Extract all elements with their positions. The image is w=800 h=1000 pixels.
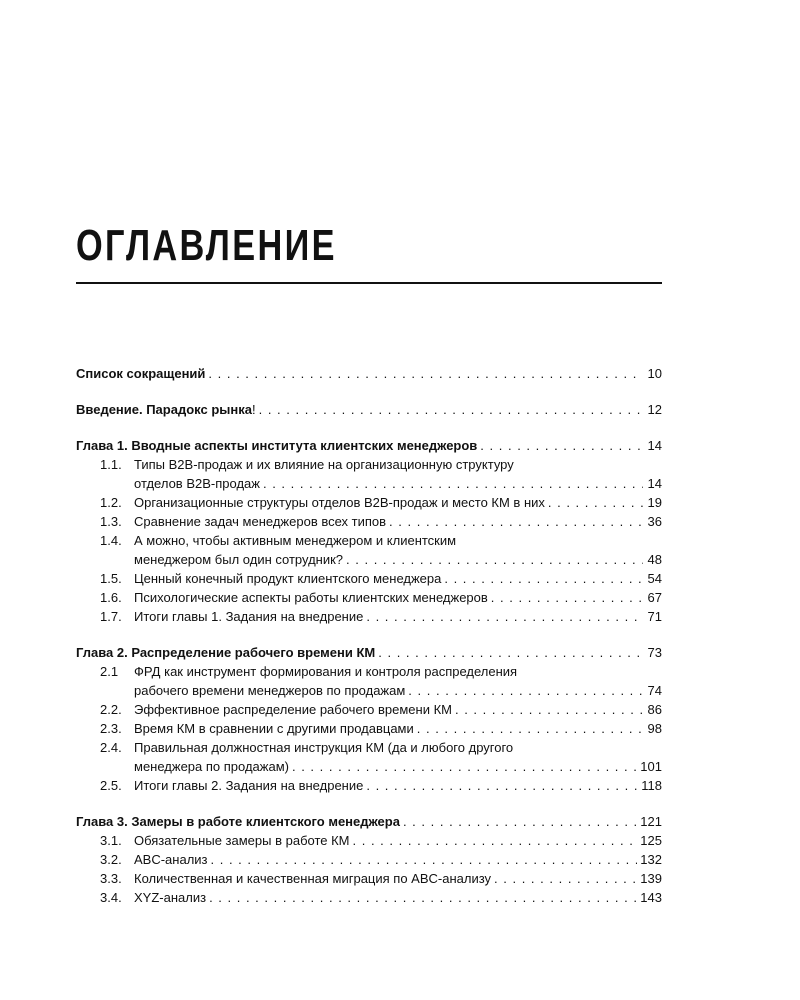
section-number: 1.4. — [100, 533, 122, 548]
entry-title: Глава 3. Замеры в работе клиентского менеджера — [76, 814, 400, 829]
page-number: 36 — [647, 514, 662, 529]
entry-title: Итоги главы 2. Задания на внедрение — [134, 778, 364, 793]
dot-leader — [417, 719, 643, 738]
page-number: 74 — [647, 683, 662, 698]
toc-section-entry[interactable] — [76, 455, 662, 474]
entry-title: Эффективное распределение рабочего времени КМ — [134, 702, 452, 717]
entry-title: ФРД как инструмент формирования и контроля распределения — [134, 664, 518, 679]
page-number: 19 — [647, 495, 662, 510]
toc-section-entry[interactable] — [76, 512, 662, 531]
page-number: 48 — [647, 552, 662, 567]
toc-section-entry[interactable] — [76, 569, 662, 588]
chapter-gap — [76, 795, 662, 812]
entry-title: Обязательные замеры в работе КМ — [134, 833, 350, 848]
page-number: 139 — [640, 871, 662, 886]
page-number: 14 — [647, 476, 662, 491]
page-title: ОГЛАВЛЕНИЕ — [76, 221, 337, 270]
toc-section-entry[interactable] — [76, 738, 662, 757]
dot-leader — [389, 512, 643, 531]
section-number: 2.3. — [100, 721, 122, 736]
section-number: 2.2. — [100, 702, 122, 717]
entry-title: XYZ-анализ — [134, 890, 207, 905]
toc-section-entry[interactable] — [76, 869, 662, 888]
page-number: 54 — [647, 571, 662, 586]
toc-chapter-entry[interactable] — [76, 436, 662, 455]
entry-title: ABC-анализ — [134, 852, 208, 867]
dot-leader — [494, 869, 637, 888]
toc-section-entry[interactable] — [76, 831, 662, 850]
entry-title: Глава 1. Вводные аспекты института клиентских менеджеров — [76, 438, 478, 453]
page-number: 67 — [647, 590, 662, 605]
entry-title: Список сокращений — [76, 366, 206, 381]
section-number: 3.1. — [100, 833, 122, 848]
dot-leader — [455, 700, 643, 719]
page-number: 73 — [647, 645, 662, 660]
toc-section-entry[interactable] — [76, 531, 662, 550]
page-number: 121 — [640, 814, 662, 829]
entry-title: Психологические аспекты работы клиентских менеджеров — [134, 590, 488, 605]
toc-section-entry[interactable] — [76, 776, 662, 795]
dot-leader — [480, 436, 643, 455]
section-number: 3.2. — [100, 852, 122, 867]
entry-title: Организационные структуры отделов B2B-продаж и место КМ в них — [134, 495, 545, 510]
dot-leader — [259, 400, 643, 419]
chapter-gap — [76, 626, 662, 643]
page-number: 86 — [647, 702, 662, 717]
entry-title: Типы B2B-продаж и их влияние на организационную структуру — [134, 457, 514, 472]
entry-title: отделов B2B-продаж — [134, 476, 260, 491]
title-divider — [76, 282, 662, 284]
toc-section-entry[interactable] — [76, 719, 662, 738]
section-number: 1.1. — [100, 457, 122, 472]
toc-section-entry[interactable] — [76, 588, 662, 607]
section-number: 1.2. — [100, 495, 122, 510]
page-number: 14 — [647, 438, 662, 453]
section-number: 1.5. — [100, 571, 122, 586]
toc-section-entry[interactable] — [76, 662, 662, 681]
section-number: 2.4. — [100, 740, 122, 755]
dot-leader — [263, 474, 643, 493]
toc-chapter-entry[interactable] — [76, 400, 662, 419]
dot-leader — [366, 607, 643, 626]
dot-leader — [209, 888, 637, 907]
dot-leader — [353, 831, 638, 850]
page-number: 118 — [641, 778, 662, 793]
entry-title: рабочего времени менеджеров по продажам — [134, 683, 406, 698]
entry-title: Итоги главы 1. Задания на внедрение — [134, 609, 364, 624]
entry-title: Сравнение задач менеджеров всех типов — [134, 514, 387, 529]
toc-section-entry[interactable] — [76, 474, 662, 493]
table-of-contents — [76, 364, 662, 907]
page-number: 132 — [640, 852, 662, 867]
section-number: 2.5. — [100, 778, 122, 793]
chapter-gap — [76, 383, 662, 400]
section-number: 2.1 — [100, 664, 119, 679]
entry-title: Введение. Парадокс рынка — [76, 402, 252, 417]
toc-section-entry[interactable] — [76, 550, 662, 569]
entry-title: Количественная и качественная миграция по ABC-анализу — [134, 871, 492, 886]
toc-chapter-entry[interactable] — [76, 643, 662, 662]
entry-title: менеджером был один сотрудник? — [134, 552, 344, 567]
chapter-gap — [76, 419, 662, 436]
entry-title: Ценный конечный продукт клиентского менеджера — [134, 571, 442, 586]
toc-section-entry[interactable] — [76, 757, 662, 776]
page-number: 143 — [640, 890, 662, 905]
toc-section-entry[interactable] — [76, 681, 662, 700]
dot-leader — [408, 681, 643, 700]
page-number: 101 — [640, 759, 662, 774]
dot-leader — [378, 643, 643, 662]
section-number: 1.7. — [100, 609, 122, 624]
entry-title: Правильная должностная инструкция КМ (да и любого другого — [134, 740, 514, 755]
page-number: 71 — [647, 609, 662, 624]
dot-leader — [346, 550, 643, 569]
entry-title: Глава 2. Распределение рабочего времени КМ — [76, 645, 376, 660]
toc-section-entry[interactable] — [76, 850, 662, 869]
section-number: 1.6. — [100, 590, 122, 605]
dot-leader — [403, 812, 637, 831]
toc-section-entry[interactable] — [76, 700, 662, 719]
entry-title-tail: ! — [251, 402, 256, 417]
dot-leader — [366, 776, 638, 795]
page-number: 125 — [640, 833, 662, 848]
dot-leader — [548, 493, 643, 512]
dot-leader — [208, 364, 643, 383]
page-number: 98 — [647, 721, 662, 736]
page-number: 10 — [647, 366, 662, 381]
dot-leader — [292, 757, 637, 776]
dot-leader — [211, 850, 638, 869]
section-number: 3.4. — [100, 890, 122, 905]
toc-chapter-entry[interactable] — [76, 364, 662, 383]
entry-title: А можно, чтобы активным менеджером и клиентским — [134, 533, 457, 548]
toc-section-entry[interactable] — [76, 888, 662, 907]
entry-title: Время КМ в сравнении с другими продавцами — [134, 721, 414, 736]
toc-section-entry[interactable] — [76, 493, 662, 512]
page-number: 12 — [647, 402, 662, 417]
section-number: 1.3. — [100, 514, 122, 529]
toc-chapter-entry[interactable] — [76, 812, 662, 831]
toc-section-entry[interactable] — [76, 607, 662, 626]
entry-title: менеджера по продажам) — [134, 759, 289, 774]
section-number: 3.3. — [100, 871, 122, 886]
dot-leader — [444, 569, 643, 588]
dot-leader — [491, 588, 643, 607]
